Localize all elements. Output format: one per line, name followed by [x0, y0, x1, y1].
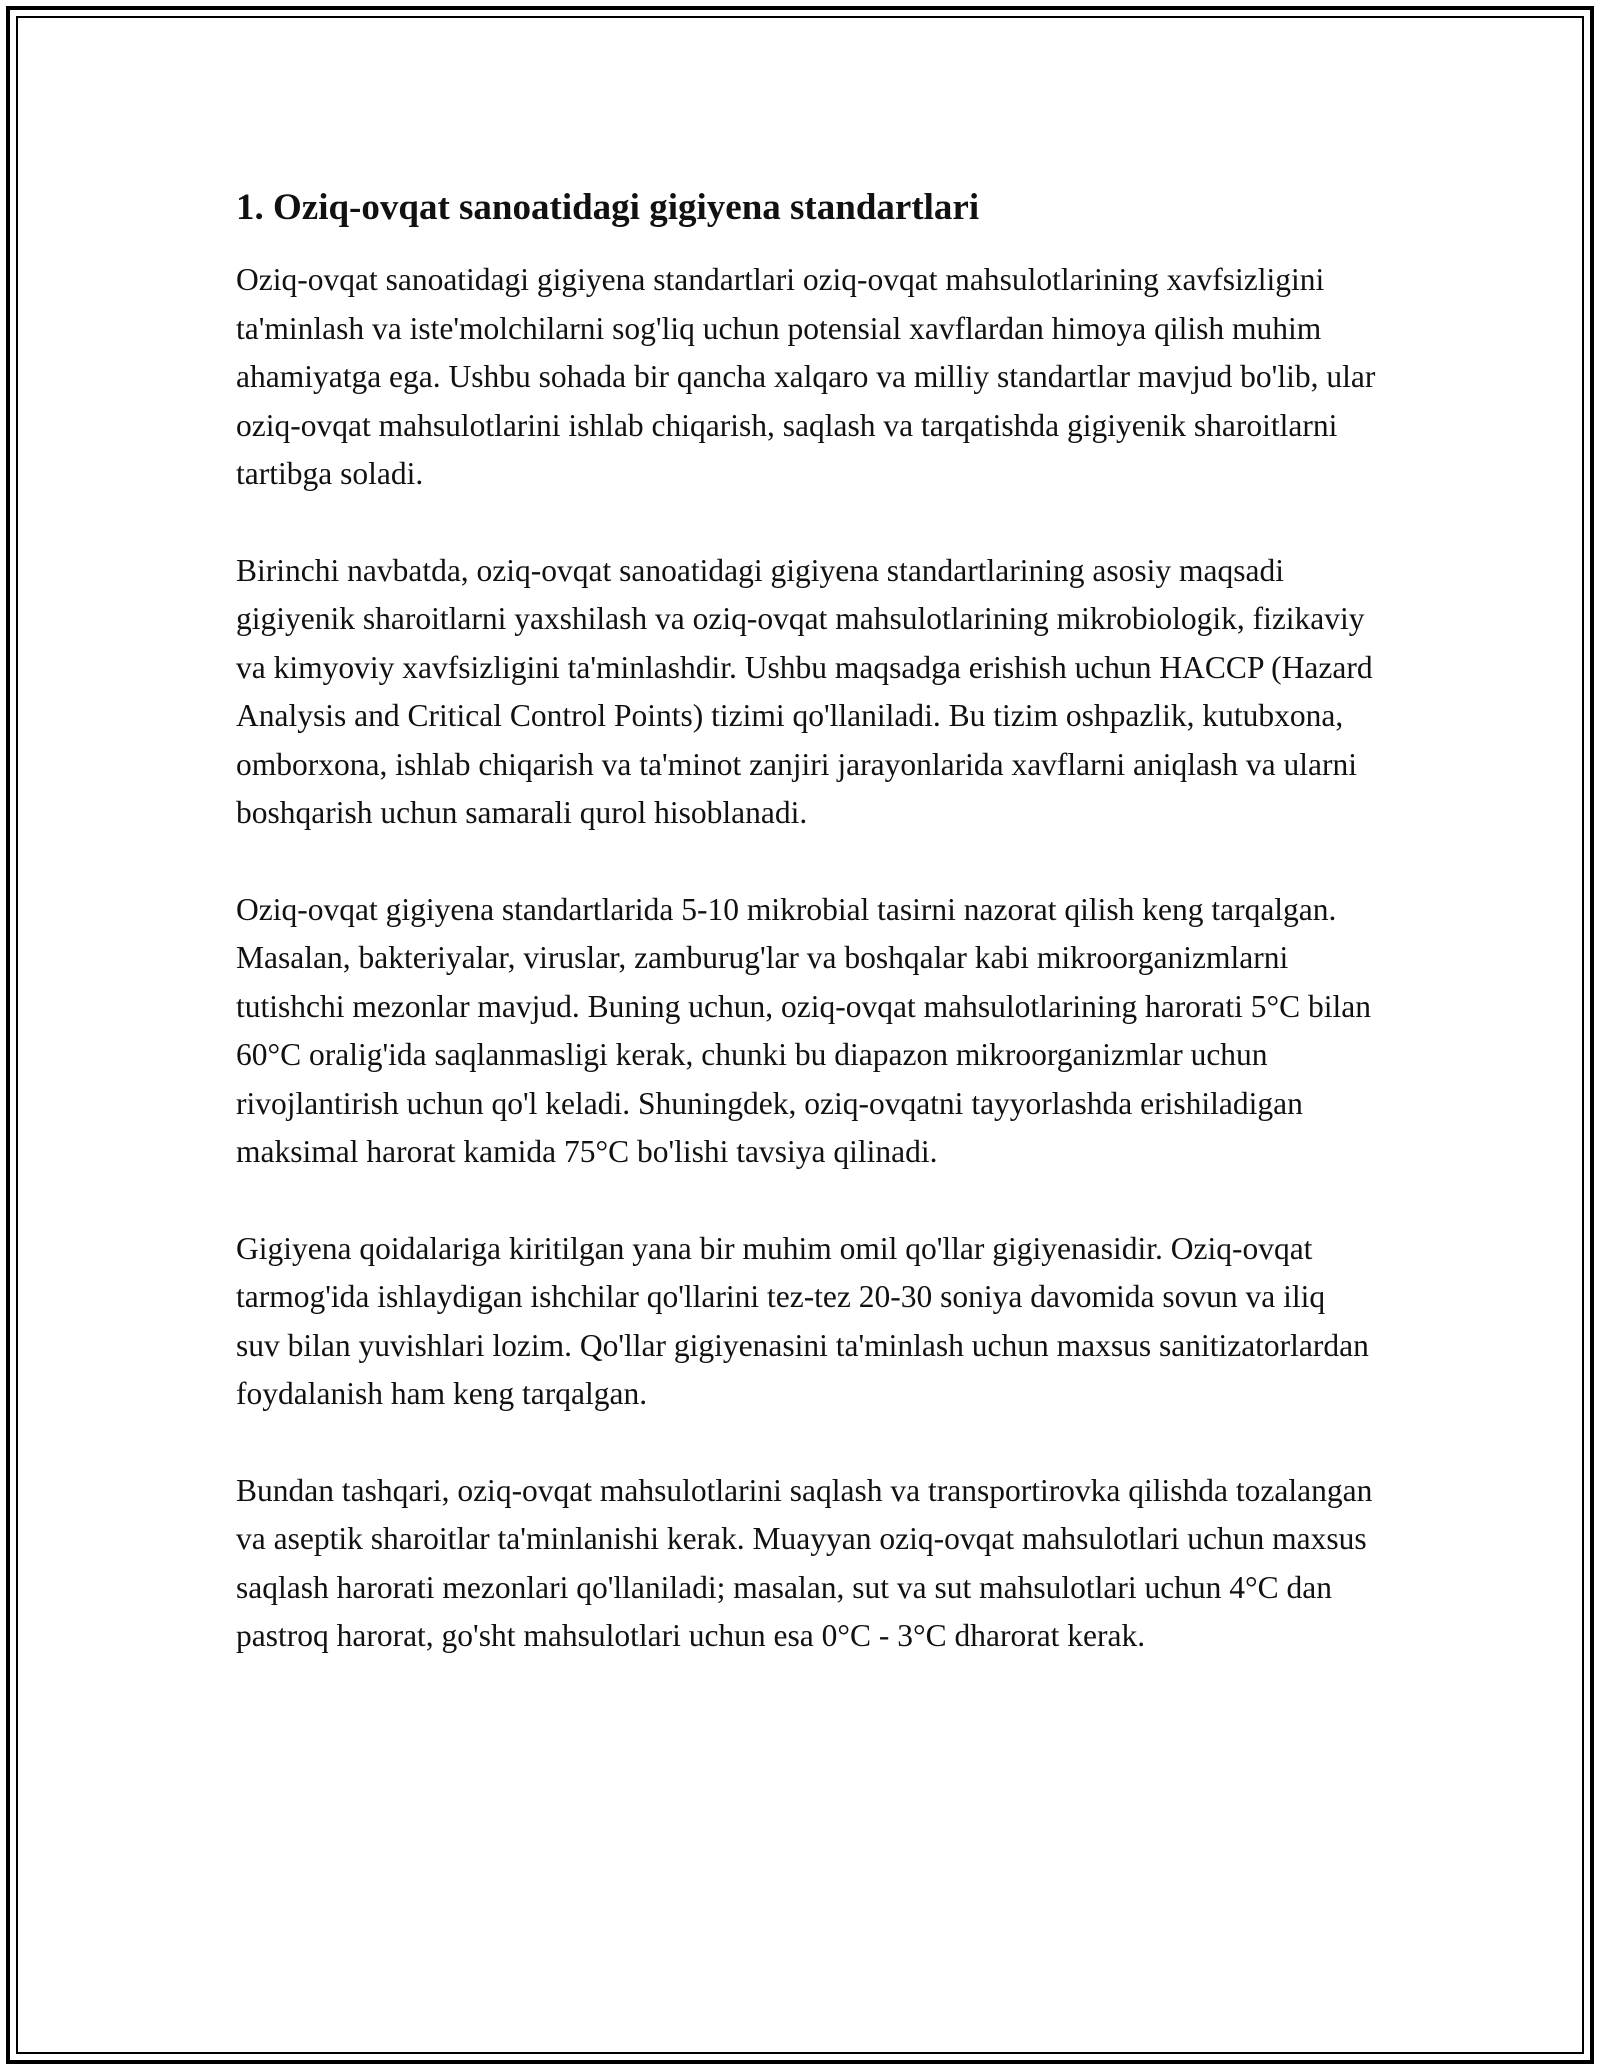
paragraph-intro: Oziq-ovqat sanoatidagi gigiyena standartlari oziq-ovqat mahsulotlarining xavfsizligini ta'minlash va iste'molchilarni sog'liq uchun potensial xavflardan himoya qilish muhim ahamiyatga ega. Ushbu sohada bir qancha xalqaro va milliy standartlar mavjud bo'lib, ular oziq-ovqat mahsulotlarini ishlab chiqarish, saqlash va tarqatishda gigiyenik sharoitlarni tartibga soladi. [236, 262, 1376, 491]
paragraph-hand-hygiene: Gigiyena qoidalariga kiritilgan yana bir muhim omil qo'llar gigiyenasidir. Oziq-ovqat tarmog'ida ishlaydigan ishchilar qo'llarini tez-tez 20-30 soniya davomida sovun va iliq suv bilan yuvishlari lozim. Qo'llar gigiyenasini ta'minlash uchun maxsus sanitizatorlardan foydalanish ham keng tarqalgan. [236, 1230, 1369, 1411]
paragraph-haccp: Birinchi navbatda, oziq-ovqat sanoatidagi gigiyena standartlarining asosiy maqsadi gigiyenik sharoitlarni yaxshilash va oziq-ovqat mahsulotlarining mikrobiologik, fizikaviy va kimyoviy xavfsizligini ta'minlashdir. Ushbu maqsadga erishish uchun HACCP (Hazard Analysis and Critical Control Points) tizimi qo'llaniladi. Bu tizim oshpazlik, kutubxona, omborxona, ishlab chiqarish va ta'minot zanjiri jarayonlarida xavflarni aniqlash va ularni boshqarish uchun samarali qurol hisoblanadi. [236, 552, 1373, 830]
paragraph-storage: Bundan tashqari, oziq-ovqat mahsulotlarini saqlash va transportirovka qilishda tozalangan va aseptik sharoitlar ta'minlanishi kerak. Muayyan oziq-ovqat mahsulotlari uchun maxsus saqlash harorati mezonlari qo'llaniladi; masalan, sut va sut mahsulotlari uchun 4°C dan pastroq harorat, go'sht mahsulotlari uchun esa 0°C - 3°C dharorat kerak. [236, 1472, 1373, 1653]
paragraph-temperature: Oziq-ovqat gigiyena standartlarida 5-10 mikrobial tasirni nazorat qilish keng tarqalgan. Masalan, bakteriyalar, viruslar, zamburug'lar va boshqalar kabi mikroorganizmlarni tutishchi mezonlar mavjud. Buning uchun, oziq-ovqat mahsulotlarining harorati 5°C bilan 60°C oralig'ida saqlanmasligi kerak, chunki bu diapazon mikroorganizmlar uchun rivojlantirish uchun qo'l keladi. Shuningdek, oziq-ovqatni tayyorlashda erishiladigan maksimal harorat kamida 75°C bo'lishi tavsiya qilinadi. [236, 891, 1371, 1169]
section-title: 1. Oziq-ovqat sanoatidagi gigiyena standartlari [236, 187, 980, 228]
document-body [236, 186, 1376, 1709]
